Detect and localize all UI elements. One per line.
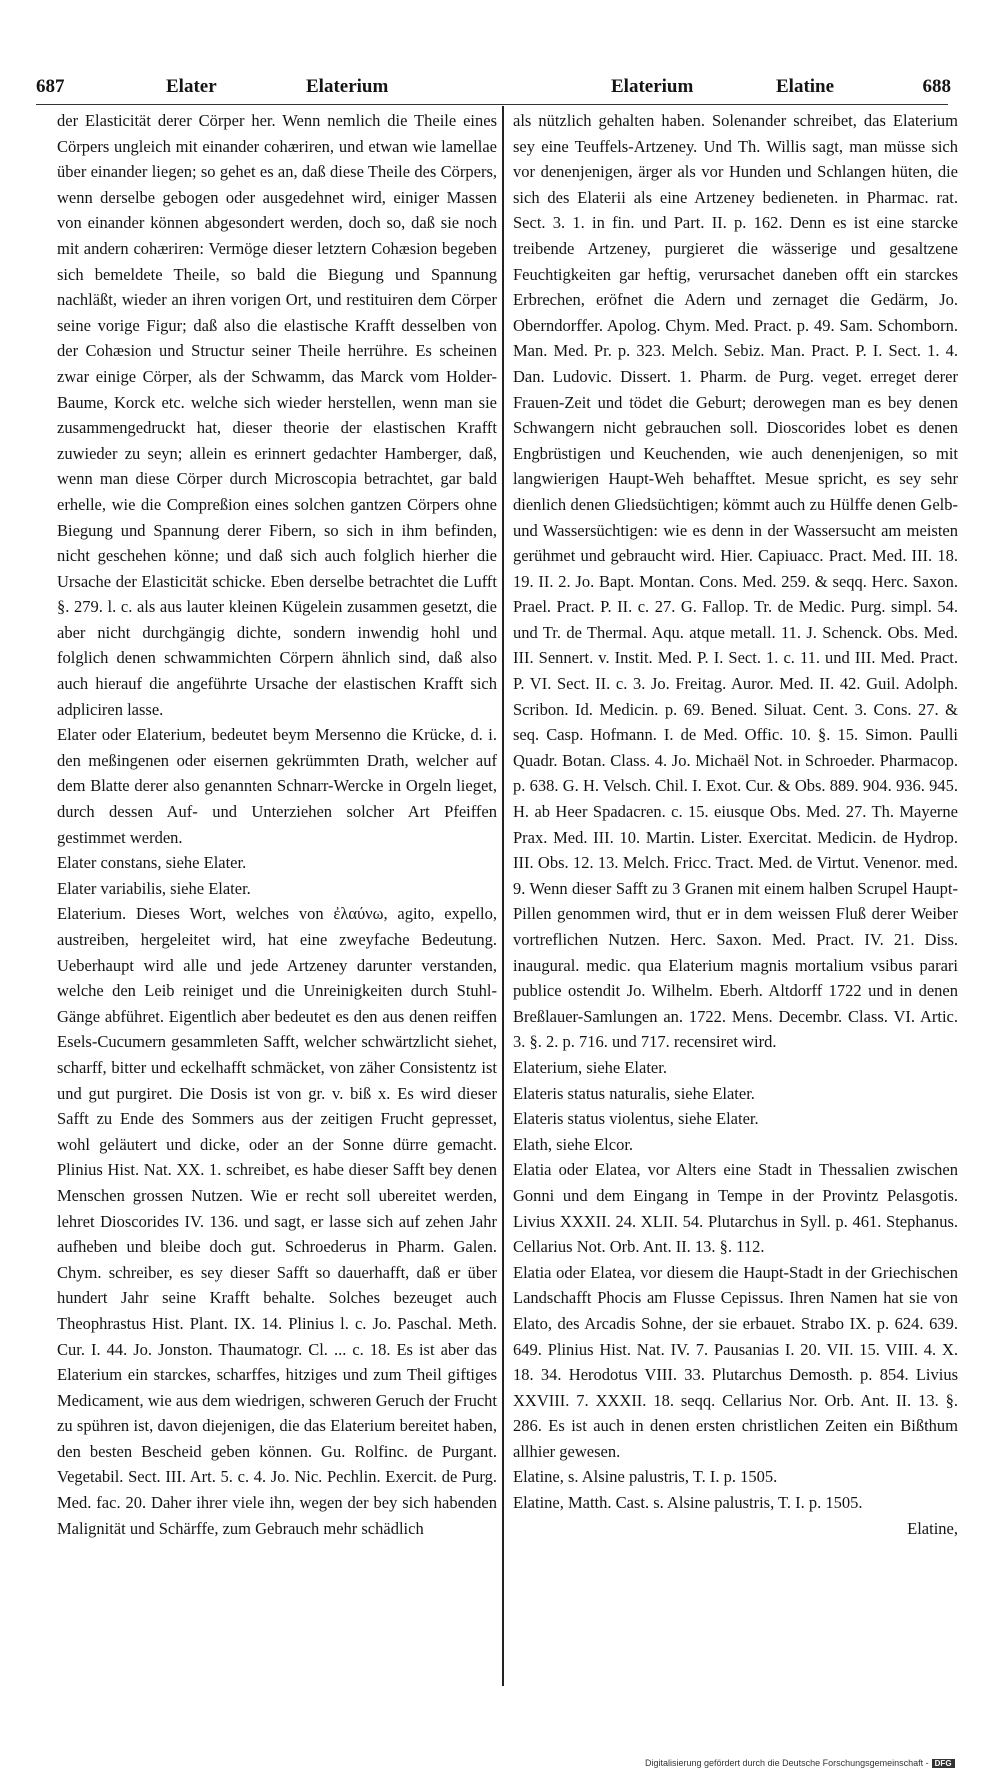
header-rule	[36, 104, 948, 105]
page-number-right: 688	[922, 76, 951, 97]
entry-paragraph: als nützlich gehalten haben. Solenander schreibet, das Elaterium sey eine Teuffels-Artzeney. Und Th. Willis sagt, man müsse sich vor denenjenigen, ärger als vor Hunden und Schlangen hüten, die sich des Elaterii als eine Artzeney bedieneten. in Pharmac. rat. Sect. 3. 1. in fin. und Part. II. p. 162. Denn es ist eine starcke treibende Artzeney, purgieret die wässerige und gesaltzene Feuchtigkeiten gar heftig, verursachet daneben offt ein starckes Erbrechen, eröfnet die Adern und zernaget die Gedärm, Jo. Oberndorffer. Apolog. Chym. Med. Pract. p. 49. Sam. Schomborn. Man. Med. Pr. p. 323. Melch. Sebiz. Man. Pract. P. I. Sect. 1. 4. Dan. Ludovic. Dissert. 1. Pharm. de Purg. veget. erreget derer Frauen-Zeit und tödet die Geburt; derowegen man es bey denen Schwangern nicht gebrauchen soll. Dioscorides lobet es denen Engbrüstigen und Keuchenden, wie auch denenjenigen, so mit langwierigen Haupt-Weh behafftet. Mesue spricht, es sey sehr dienlich denen Gliedsüchtigen; kömmt auch zu Hülffe denen Gelb- und Wassersüchtigen: wie es denn in der Wassersucht am meisten gerühmet und gebraucht wird. Hier. Capiuacc. Pract. Med. III. 18. 19. II. 2. Jo. Bapt. Montan. Cons. Med. 259. & seqq. Herc. Saxon. Prael. Pract. P. II. c. 27. G. Fallop. Tr. de Medic. Purg. simpl. 54. und Tr. de Thermal. Aqu. atque metall. 11. J. Schenck. Obs. Med. III. Sennert. v. Instit. Med. P. I. Sect. 1. c. 11. und III. Med. Pract. P. VI. Sect. II. c. 3. Jo. Freitag. Auror. Med. II. 42. Guil. Adolph. Scribon. Id. Medicin. p. 69. Bened. Siluat. Cent. 3. Cons. 27. & seq. Casp. Hofmann. I. de Med. Offic. 10. §. 15. Simon. Paulli Quadr. Botan. Class. 4. Jo. Michaël Not. in Schroeder. Pharmacop. p. 638. G. H. Velsch. Chil. I. Exot. Cur. & Obs. 889. 904. 936. 945. H. ab Heer Spadacren. c. 15. eiusque Obs. Med. 27. Th. Mayerne Prax. Med. III. 10. Martin. Lister. Exercitat. Medicin. de Hydrop. III. Obs. 12. 13. Melch. Fricc. Tract. Med. de Virtut. Venenor. med. 9. Wenn dieser Safft zu 3 Granen mit einem halben Scrupel Haupt-Pillen genommen wird, thut er in dem weissen Fluß derer Weiber vortreflichen Nutzen. Herc. Saxon. Med. Pract. IV. 21. Diss. inaugural. medic. qua Elaterium magnis mortalium vsibus parari publice ostendit Jo. Wilhelm. Eberh. Altdorff 1722 und in denen Breßlauer-Samlungen an. 1722. Mens. Decembr. Class. VI. Artic. 3. §. 2. p. 716. und 717. recensiret wird.	[513, 111, 958, 1052]
header-keyword-right-1: Elaterium	[611, 76, 694, 97]
entry-paragraph: Elatine, Matth. Cast. s. Alsine palustris, T. I. p. 1505.	[513, 1493, 863, 1513]
digitization-credit	[645, 1758, 955, 1768]
entry-paragraph: Elater variabilis, siehe Elater.	[57, 878, 251, 898]
entry-paragraph: Elaterium, siehe Elater.	[513, 1057, 667, 1077]
header-keyword-left-2: Elaterium	[306, 76, 389, 97]
entry-paragraph: Elath, siehe Elcor.	[513, 1134, 634, 1154]
entry-paragraph: Elater oder Elaterium, bedeutet beym Mersenno die Krücke, d. i. den meßingenen oder eisernen gekrümmten Drath, welcher auf dem Blatte derer also genannten Schnarr-Wercke in Orgeln lieget, durch dessen Auf- und Unterziehen solcher Art Pfeiffen gestimmet werden.	[57, 725, 497, 847]
entry-paragraph: Elatia oder Elatea, vor Alters eine Stadt in Thessalien zwischen Gonni und dem Eingang in Tempe in der Provintz Pelasgotis. Livius XXXII. 24. XLII. 54. Plutarchus in Syll. p. 461. Stephanus. Cellarius Not. Orb. Ant. II. 13. §. 112.	[513, 1160, 958, 1257]
catchword: Elatine,	[907, 1518, 958, 1538]
page-number-left: 687	[36, 76, 65, 97]
entry-paragraph: Elatia oder Elatea, vor diesem die Haupt-Stadt in der Griechischen Landschafft Phocis am Flusse Cepissus. Ihren Namen hat sie von Elato, des Arcadis Sohne, der sie erbauet. Strabo IX. p. 624. 639. 649. Plinius Hist. Nat. IV. 7. Pausanias I. 20. VII. 15. VIII. 4. X. 18. 34. Herodotus VIII. 33. Plutarchus Demosth. p. 854. Livius XXVIII. 7. XXXII. 18. seqq. Cellarius Nor. Orb. Ant. II. 13. §. 286. Es ist auch in denen ersten christlichen Zeiten ein Bißthum allhier gewesen.	[513, 1262, 958, 1461]
header-keyword-left-1: Elater	[166, 76, 217, 97]
entry-paragraph: der Elasticität derer Cörper her. Wenn nemlich die Theile eines Cörpers ungleich mit einander cohæriren, und etwan wie lamellae über einander liegen; so gehet es an, daß diese Theile des Cörpers, wenn derselbe gebogen oder ausgedehnet wird, einiger Massen von einander können abgesondert werden, doch so, daß sie noch mit andern cohæriren: Vermöge dieser letztern Cohæsion begeben sich bemeldete Theile, so bald die Biegung und Spannung nachläßt, wieder an ihren vorigen Ort, und restituiren dem Cörper seine vorige Figur; daß also die elastische Krafft desselben von der Cohæsion und Structur seiner Theile herrühre. Es scheinen zwar einige Cörper, als der Schwamm, das Marck vom Holder-Baume, Korck etc. welche sich wieder herstellen, wenn man sie zusammengedruckt hat, dieser theorie der elastischen Krafft zuwieder zu seyn; allein es erinnert gedachter Hamberger, daß, wenn man diese Cörper durch Microscopia betrachtet, gar bald erhelle, wie die Compreßion eines solchen gantzen Cörpers ohne Biegung und Spannung derer Fibern, so sich in ihm befinden, nicht geschehen könne; und daß sich auch folglich hierher die Ursache der Elasticität schicke. Eben derselbe betrachtet die Lufft §. 279. l. c. als aus lauter kleinen Kügelein zusammen gesetzt, die aber nicht durchgängig dichte, sondern inwendig hohl und folglich denen schwammichten Cörpern ähnlich sind, daß also auch hierauf die angeführte Ursache der elastischen Krafft sich adpliciren lasse.	[57, 111, 497, 719]
entry-paragraph: Elateris status violentus, siehe Elater.	[513, 1109, 759, 1129]
dfg-logo-badge: DFG	[932, 1759, 955, 1768]
credit-text: Digitalisierung gefördert durch die Deutsche Forschungsgemeinschaft -	[645, 1758, 929, 1768]
entry-paragraph: Elatine, s. Alsine palustris, T. I. p. 1505.	[513, 1467, 778, 1487]
header-keyword-right-2: Elatine	[776, 76, 835, 97]
running-header	[36, 74, 951, 102]
entry-paragraph: Elater constans, siehe Elater.	[57, 853, 247, 873]
entry-paragraph: Elaterium. Dieses Wort, welches von ἐλαύνω, agito, expello, austreiben, hergeleitet wird, hat eine zweyfache Bedeutung. Ueberhaupt wird alle und jede Artzeney darunter verstanden, welche den Leib reiniget und die Unreinigkeiten durch Stuhl-Gänge abführet. Eigentlich aber bedeutet es den aus denen reiffen Esels-Cucumern gesammleten Safft, welcher schwärtzlicht siehet, scharff, bitter und eckelhafft schmäcket, von zäher Consistentz ist und gut purgiret. Die Dosis ist von gr. v. biß x. Es wird dieser Safft zu Ende des Sommers aus der zeitigen Frucht gepresset, wohl geläutert und dicke, oder an der Sonne dürre gemacht. Plinius Hist. Nat. XX. 1. schreibet, es habe dieser Safft bey denen Menschen grossen Nutzen. Wie er recht soll ubereitet werden, lehret Dioscorides IV. 136. und sagt, er lasse sich auf zehen Jahr aufheben und bleibe doch gut. Schroederus in Pharm. Galen. Chym. schreiber, es sey dieser Safft so dauerhafft, daß er über hundert Jahr seine Krafft behalte. Solches bezeuget auch Theophrastus Hist. Plant. IX. 14. Plinius l. c. Jo. Paschal. Meth. Cur. I. 44. Jo. Jonston. Thaumatogr. Cl. ... c. 18. Es ist aber das Elaterium ein starckes, scharffes, hitziges und zum Theil giftiges Medicament, wie aus dem wiedrigen, schweren Geruch der Frucht zu spühren ist, davon diejenigen, die das Elaterium bereitet haben, den besten Bescheid geben können. Gu. Rolfinc. de Purgant. Vegetabil. Sect. III. Art. 5. c. 4. Jo. Nic. Pechlin. Exercit. de Purg. Med. fac. 20. Daher ihrer viele ihn, wegen der bey sich habenden Malignität und Schärffe, zum Gebrauch mehr schädlich	[57, 904, 497, 1538]
column-divider	[502, 106, 504, 1686]
right-column	[513, 108, 958, 1541]
left-column	[57, 108, 497, 1541]
entry-paragraph: Elateris status naturalis, siehe Elater.	[513, 1083, 755, 1103]
